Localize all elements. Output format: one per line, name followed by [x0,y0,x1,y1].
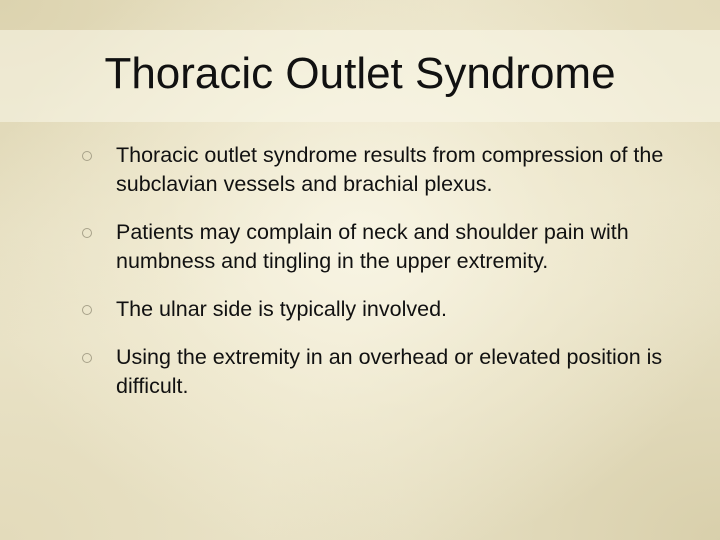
slide-title: Thoracic Outlet Syndrome [104,49,616,98]
bullet-text: Thoracic outlet syndrome results from compression of the subclavian vessels and brachial plexus. [116,143,664,196]
circle-bullet-icon [82,305,92,315]
circle-bullet-icon [82,353,92,363]
bullet-text: Using the extremity in an overhead or elevated position is difficult. [116,345,663,398]
bullet-item [80,343,680,401]
circle-bullet-icon [82,151,92,161]
circle-bullet-icon [82,228,92,238]
bullet-item [80,295,680,324]
bullet-item [80,218,680,276]
bullet-text: Patients may complain of neck and shoulder pain with numbness and tingling in the upper extremity. [116,220,629,273]
bullet-text: The ulnar side is typically involved. [116,297,448,321]
bullet-list [80,141,680,401]
bullet-item [80,141,680,199]
